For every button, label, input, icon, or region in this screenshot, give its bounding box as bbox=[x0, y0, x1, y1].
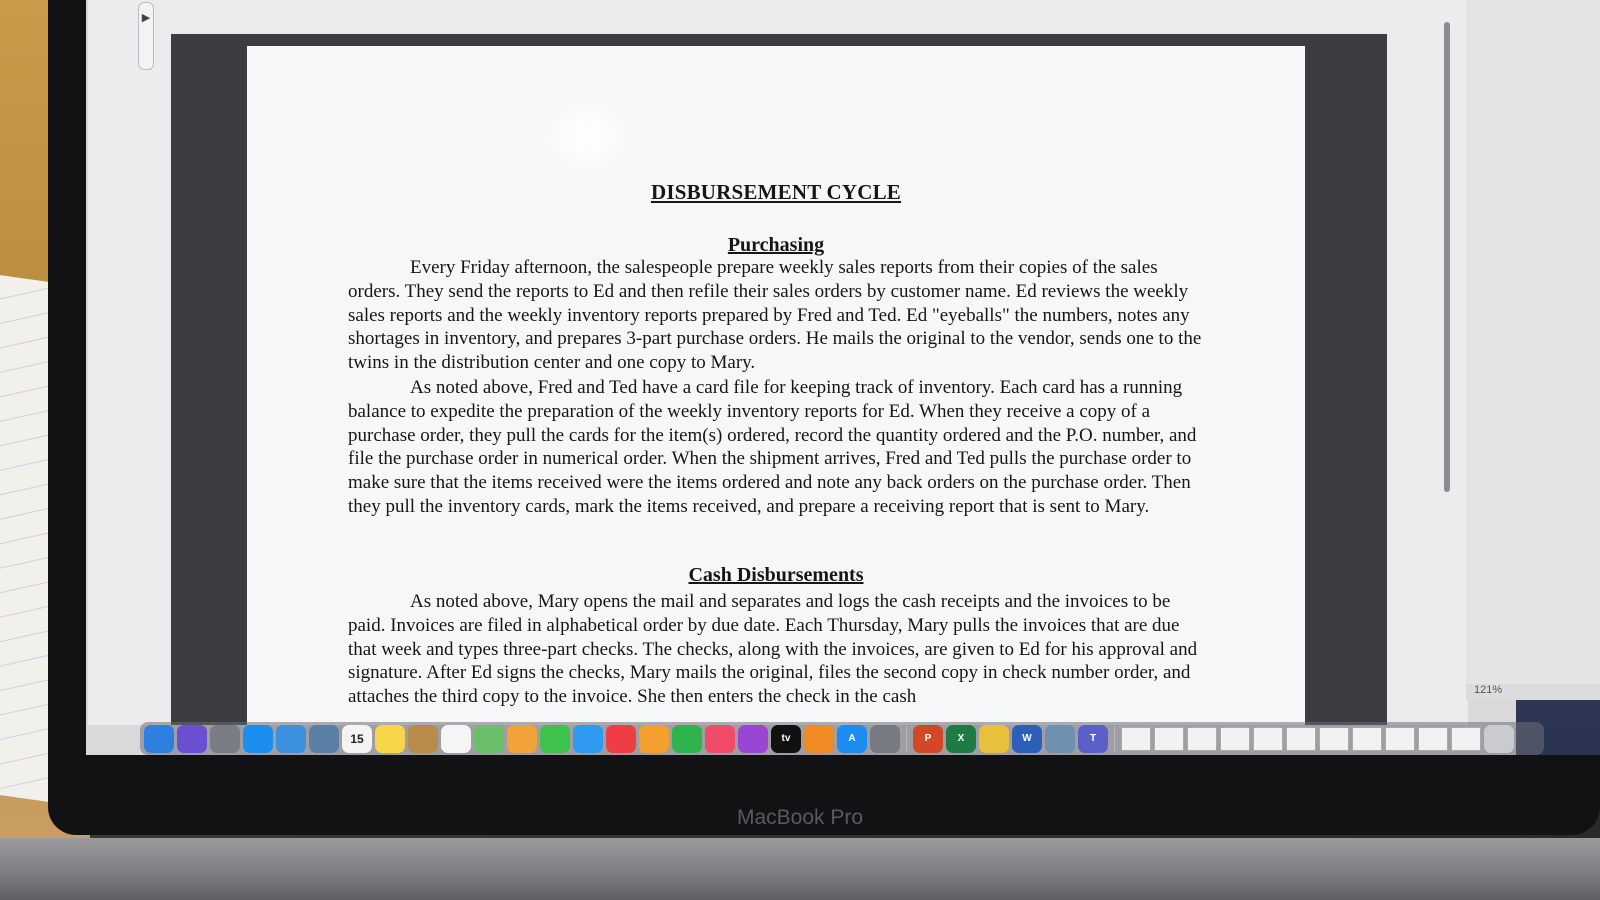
word-icon[interactable]: W bbox=[1012, 725, 1042, 753]
minimized-document-thumbnail[interactable] bbox=[1418, 727, 1448, 751]
document-well bbox=[171, 34, 1387, 725]
launchpad-icon[interactable] bbox=[210, 725, 240, 753]
document-viewer-window bbox=[88, 0, 1468, 725]
photos-icon[interactable] bbox=[507, 725, 537, 753]
calendar-icon[interactable]: 15 bbox=[342, 725, 372, 753]
reminders-icon[interactable] bbox=[441, 725, 471, 753]
scroll-thumb[interactable] bbox=[1444, 22, 1450, 492]
minimized-document-thumbnail[interactable] bbox=[1385, 727, 1415, 751]
dock-separator bbox=[906, 726, 907, 752]
excel-icon[interactable]: X bbox=[946, 725, 976, 753]
minimized-document-thumbnail[interactable] bbox=[1187, 727, 1217, 751]
minimized-document-thumbnail[interactable] bbox=[1286, 727, 1316, 751]
appletv-icon[interactable]: tv bbox=[771, 725, 801, 753]
screen bbox=[86, 0, 1600, 755]
screen-glare bbox=[532, 91, 642, 181]
facetime-icon[interactable] bbox=[540, 725, 570, 753]
paragraph-text: As noted above, Mary opens the mail and separates and logs the cash receipts and the invoices to be paid. Invoices are filed in alphabetical order by due date. Each Thursday, Mary pulls the invoices that are due that week and types three-part checks. The checks, along with the invoices, are given to Ed for his approval and signature. After Ed signs the checks, Mary mails the original, files the second copy in check number order, and attaches the third copy to the invoice. She then enters the check in the cash bbox=[348, 591, 1198, 708]
music-icon[interactable] bbox=[705, 725, 735, 753]
siri-icon[interactable] bbox=[177, 725, 207, 753]
pages-icon[interactable] bbox=[639, 725, 669, 753]
chrome-icon[interactable] bbox=[979, 725, 1009, 753]
dock bbox=[140, 722, 1544, 755]
teams-icon[interactable]: T bbox=[1078, 725, 1108, 753]
paragraph bbox=[348, 256, 1210, 375]
scanner-icon[interactable] bbox=[1045, 725, 1075, 753]
preview-icon[interactable] bbox=[309, 725, 339, 753]
podcasts-icon[interactable] bbox=[738, 725, 768, 753]
minimized-document-thumbnail[interactable] bbox=[1319, 727, 1349, 751]
minimized-document-thumbnail[interactable] bbox=[1352, 727, 1382, 751]
sidebar-toggle-button[interactable] bbox=[138, 2, 154, 70]
appstore-icon[interactable]: A bbox=[837, 725, 867, 753]
section-heading-cash-disbursements: Cash Disbursements bbox=[688, 564, 864, 586]
maps-icon[interactable] bbox=[474, 725, 504, 753]
laptop-base bbox=[0, 838, 1600, 900]
paragraph bbox=[348, 590, 1210, 709]
section-heading-purchasing: Purchasing bbox=[727, 234, 825, 256]
paragraph-text: Every Friday afternoon, the salespeople prepare weekly sales reports from their copies of the sales orders. They send the reports to Ed and then refile their sales orders by customer name. Ed reviews the weekly sales reports and the weekly inventory reports prepared by Fred and Ted. Ed "eyeballs" the numbers, notes any shortages in inventory, and prepares 3-part purchase orders. He mails the original to the vendor, sends one to the twins in the distribution center and one copy to Mary. bbox=[348, 257, 1202, 374]
minimized-document-thumbnail[interactable] bbox=[1451, 727, 1481, 751]
system-preferences-icon[interactable] bbox=[870, 725, 900, 753]
vertical-scrollbar[interactable] bbox=[1442, 22, 1452, 492]
finder-icon[interactable] bbox=[144, 725, 174, 753]
books-icon[interactable] bbox=[804, 725, 834, 753]
paragraph-text: As noted above, Fred and Ted have a card file for keeping track of inventory. Each card has a running balance to expedite the preparation of the weekly inventory reports for Ed. When they receive a copy of a purchase order, they pull the cards for the item(s) ordered, record the quantity ordered and the P.O. number, and file the purchase order in numerical order. When the shipment arrives, Fred and Ted pulls the purchase order to make sure that the items received were the items ordered and note any back orders on the purchase order. Then they pull the inventory cards, mark the items received, and prepare a receiving report that is sent to Mary. bbox=[348, 377, 1197, 517]
dock-separator bbox=[1114, 726, 1115, 752]
paragraph bbox=[348, 376, 1210, 519]
safari-icon[interactable] bbox=[243, 725, 273, 753]
contacts-icon[interactable] bbox=[408, 725, 438, 753]
powerpoint-icon[interactable]: P bbox=[913, 725, 943, 753]
document-page[interactable] bbox=[247, 46, 1305, 725]
chevron-right-icon: ▶ bbox=[141, 11, 151, 24]
zoom-level: 121% bbox=[1466, 684, 1600, 700]
document-title: DISBURSEMENT CYCLE bbox=[650, 180, 902, 204]
numbers-icon[interactable] bbox=[672, 725, 702, 753]
keynote-icon[interactable] bbox=[276, 725, 306, 753]
minimized-document-thumbnail[interactable] bbox=[1220, 727, 1250, 751]
notes-icon[interactable] bbox=[375, 725, 405, 753]
news-icon[interactable] bbox=[606, 725, 636, 753]
trash-icon[interactable] bbox=[1484, 725, 1514, 753]
laptop-brand-label: MacBook Pro bbox=[736, 806, 864, 829]
minimized-document-thumbnail[interactable] bbox=[1121, 727, 1151, 751]
messages-icon[interactable] bbox=[573, 725, 603, 753]
minimized-document-thumbnail[interactable] bbox=[1253, 727, 1283, 751]
background-window[interactable] bbox=[1466, 0, 1600, 700]
minimized-document-thumbnail[interactable] bbox=[1154, 727, 1184, 751]
